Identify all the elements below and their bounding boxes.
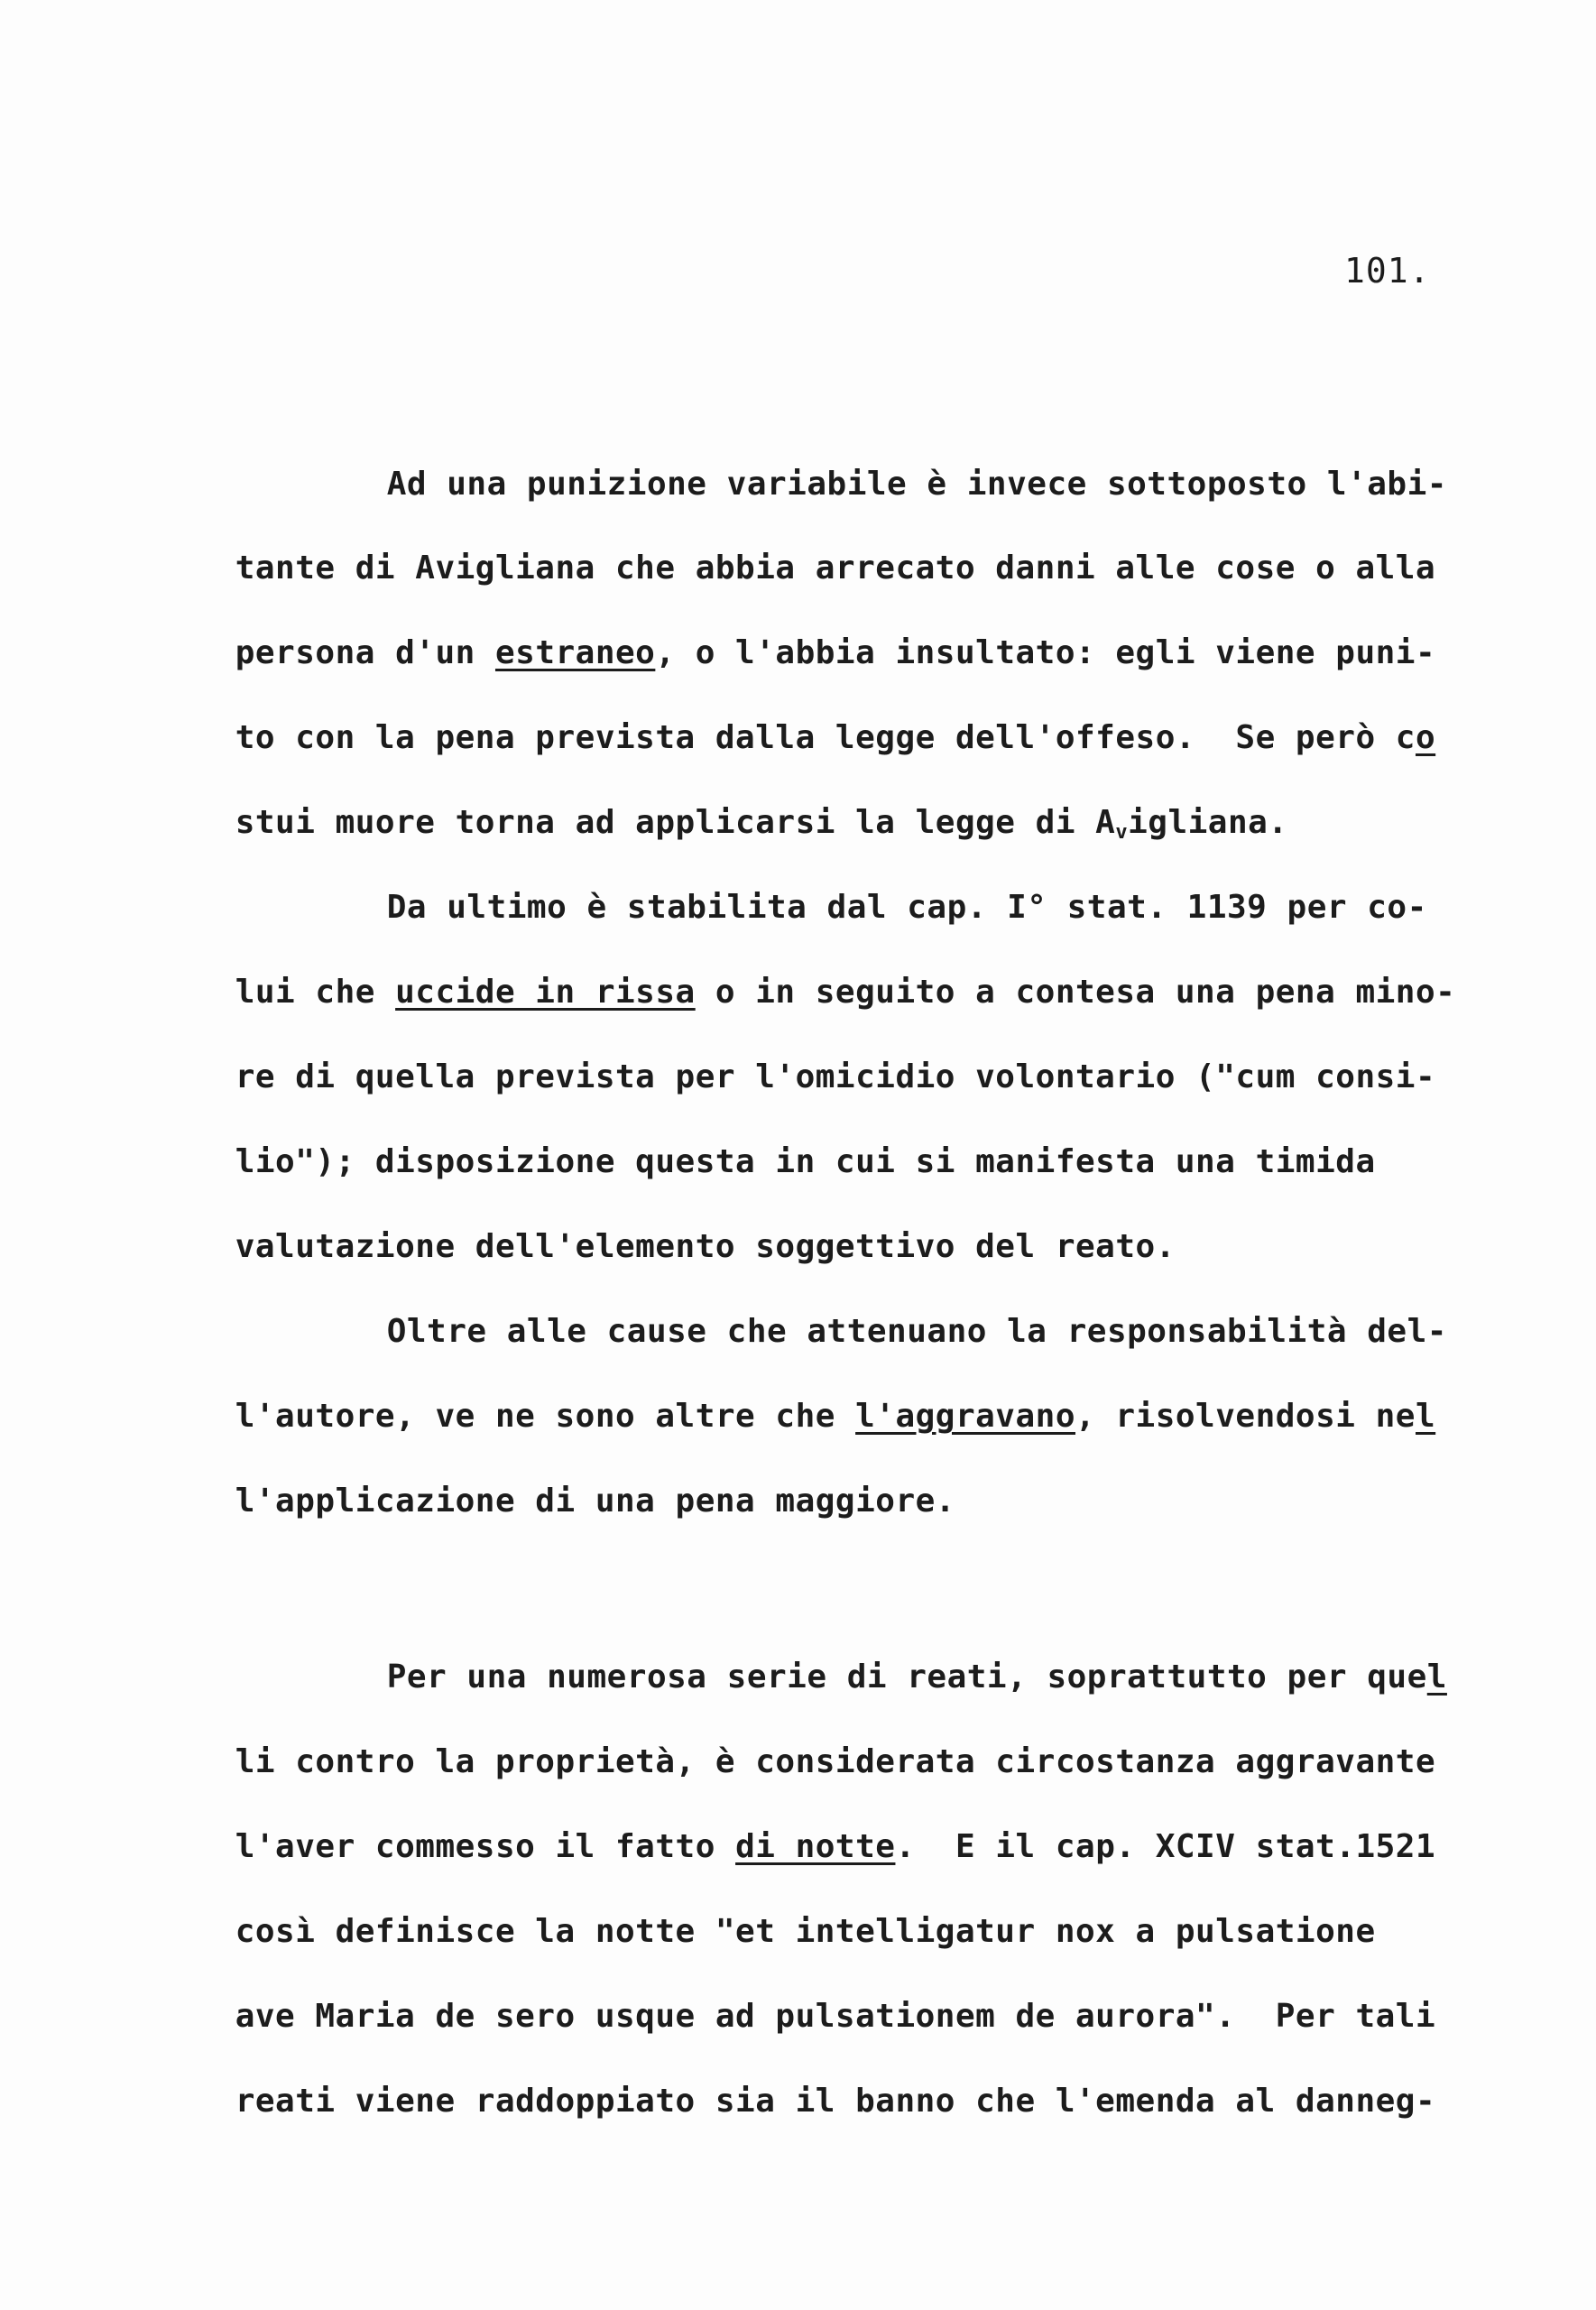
text-line-13 bbox=[155, 1446, 955, 1557]
text-segment: Oltre alle cause che attenuano la responsabilità del- bbox=[386, 1313, 1447, 1350]
text-segment: Per una numerosa serie di reati, soprattutto per que bbox=[386, 1659, 1427, 1696]
text-segment: valutazione dell'elemento soggettivo del reato. bbox=[235, 1228, 1176, 1265]
text-segment: l'aver commesso il fatto bbox=[235, 1828, 736, 1865]
text-segment: re di quella prevista per l'omicidio volontario ("cum consi- bbox=[235, 1058, 1436, 1095]
text-segment: l'autore, ve ne sono altre che bbox=[235, 1398, 856, 1435]
text-segment: lio"); disposizione questa in cui si manifesta una timida bbox=[235, 1143, 1376, 1180]
text-segment: persona d'un bbox=[235, 634, 495, 671]
text-line-19 bbox=[155, 2046, 1435, 2157]
underlined-letter: l bbox=[1415, 1398, 1436, 1435]
underlined-phrase: di notte bbox=[735, 1828, 896, 1865]
text-segment: così definisce la notte "et intelligatur nox a pulsatione bbox=[235, 1913, 1376, 1950]
text-segment: li contro la proprietà, è considerata circostanza aggravante bbox=[235, 1743, 1436, 1780]
text-segment: to con la pena prevista dalla legge dell'offeso. Se però c bbox=[235, 719, 1416, 756]
text-segment: reati viene raddoppiato sia il banno che l'emenda al danneg- bbox=[235, 2083, 1436, 2120]
text-segment: l'applicazione di una pena maggiore. bbox=[235, 1483, 955, 1520]
text-segment: stui muore torna ad applicarsi la legge di A bbox=[235, 804, 1116, 841]
text-segment: Ad una punizione variabile è invece sottoposto l'abi- bbox=[386, 466, 1447, 503]
underlined-word: estraneo bbox=[494, 634, 656, 671]
text-segment: igliana. bbox=[1128, 804, 1288, 841]
text-segment: Da ultimo è stabilita dal cap. I° stat. 1139 per co- bbox=[386, 889, 1427, 926]
underlined-phrase: uccide in rissa bbox=[395, 974, 696, 1011]
text-segment: . E il cap. XCIV stat.1521 bbox=[895, 1828, 1436, 1865]
underlined-word: l'aggravano bbox=[855, 1398, 1076, 1435]
underlined-letter: l bbox=[1426, 1659, 1447, 1696]
page-number: 101. bbox=[1344, 251, 1431, 291]
text-segment: lui che bbox=[235, 974, 396, 1011]
underlined-letter: o bbox=[1415, 719, 1436, 756]
text-segment: o in seguito a contesa una pena mino- bbox=[695, 974, 1456, 1011]
subscript-letter: v bbox=[1115, 821, 1129, 844]
text-segment: tante di Avigliana che abbia arrecato danni alle cose o alla bbox=[235, 550, 1436, 587]
text-segment: , risolvendosi ne bbox=[1075, 1398, 1416, 1435]
text-segment: ave Maria de sero usque ad pulsationem de aurora". Per tali bbox=[235, 1998, 1436, 2035]
text-segment: , o l'abbia insultato: egli viene puni- bbox=[655, 634, 1436, 671]
